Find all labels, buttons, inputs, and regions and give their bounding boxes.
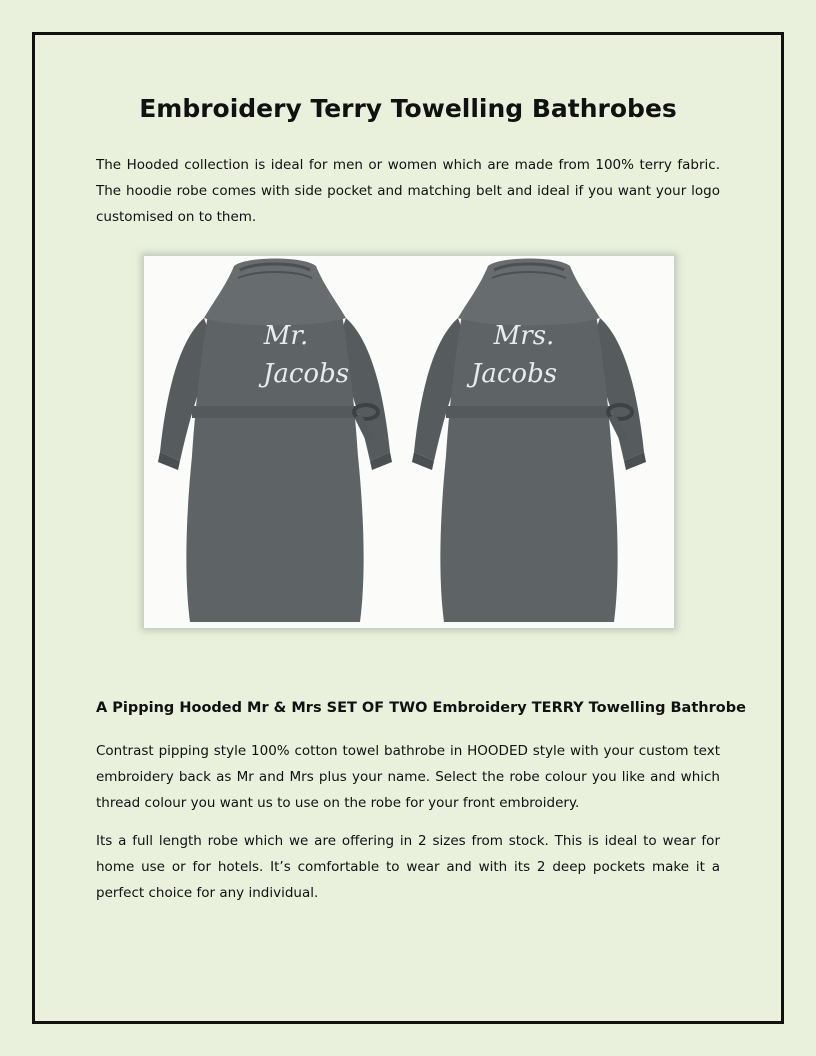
bathrobes-photo xyxy=(144,256,674,628)
left-robe xyxy=(158,259,392,623)
left-robe-embroidery-line1: Mr. xyxy=(263,321,309,351)
description-paragraph: Contrast pipping style 100% cotton towel bathrobe in HOODED style with your custom text embroidery back as Mr and Mrs plus your name. Select the robe colour you like and which thread colour you want us to use on the robe for your front embroidery. xyxy=(96,743,720,811)
right-robe xyxy=(412,259,646,623)
intro-paragraph: The Hooded collection is ideal for men or women which are made from 100% terry fabric. The hoodie robe comes with side pocket and matching belt and ideal if you want your logo customised on to them. xyxy=(96,157,720,225)
left-robe-embroidery-line2: Jacobs xyxy=(262,359,350,389)
page-title: Embroidery Terry Towelling Bathrobes xyxy=(139,94,677,123)
details-paragraph: Its a full length robe which we are offering in 2 sizes from stock. This is ideal to wear for home use or for hotels. It’s comfortable to wear and with its 2 deep pockets make it a perfect choice for any individual. xyxy=(96,833,720,901)
section-heading: A Pipping Hooded Mr & Mrs SET OF TWO Embroidery TERRY Towelling Bathrobe xyxy=(96,700,746,716)
right-robe-embroidery-line1: Mrs. xyxy=(493,321,555,351)
right-robe-embroidery-line2: Jacobs xyxy=(470,359,558,389)
